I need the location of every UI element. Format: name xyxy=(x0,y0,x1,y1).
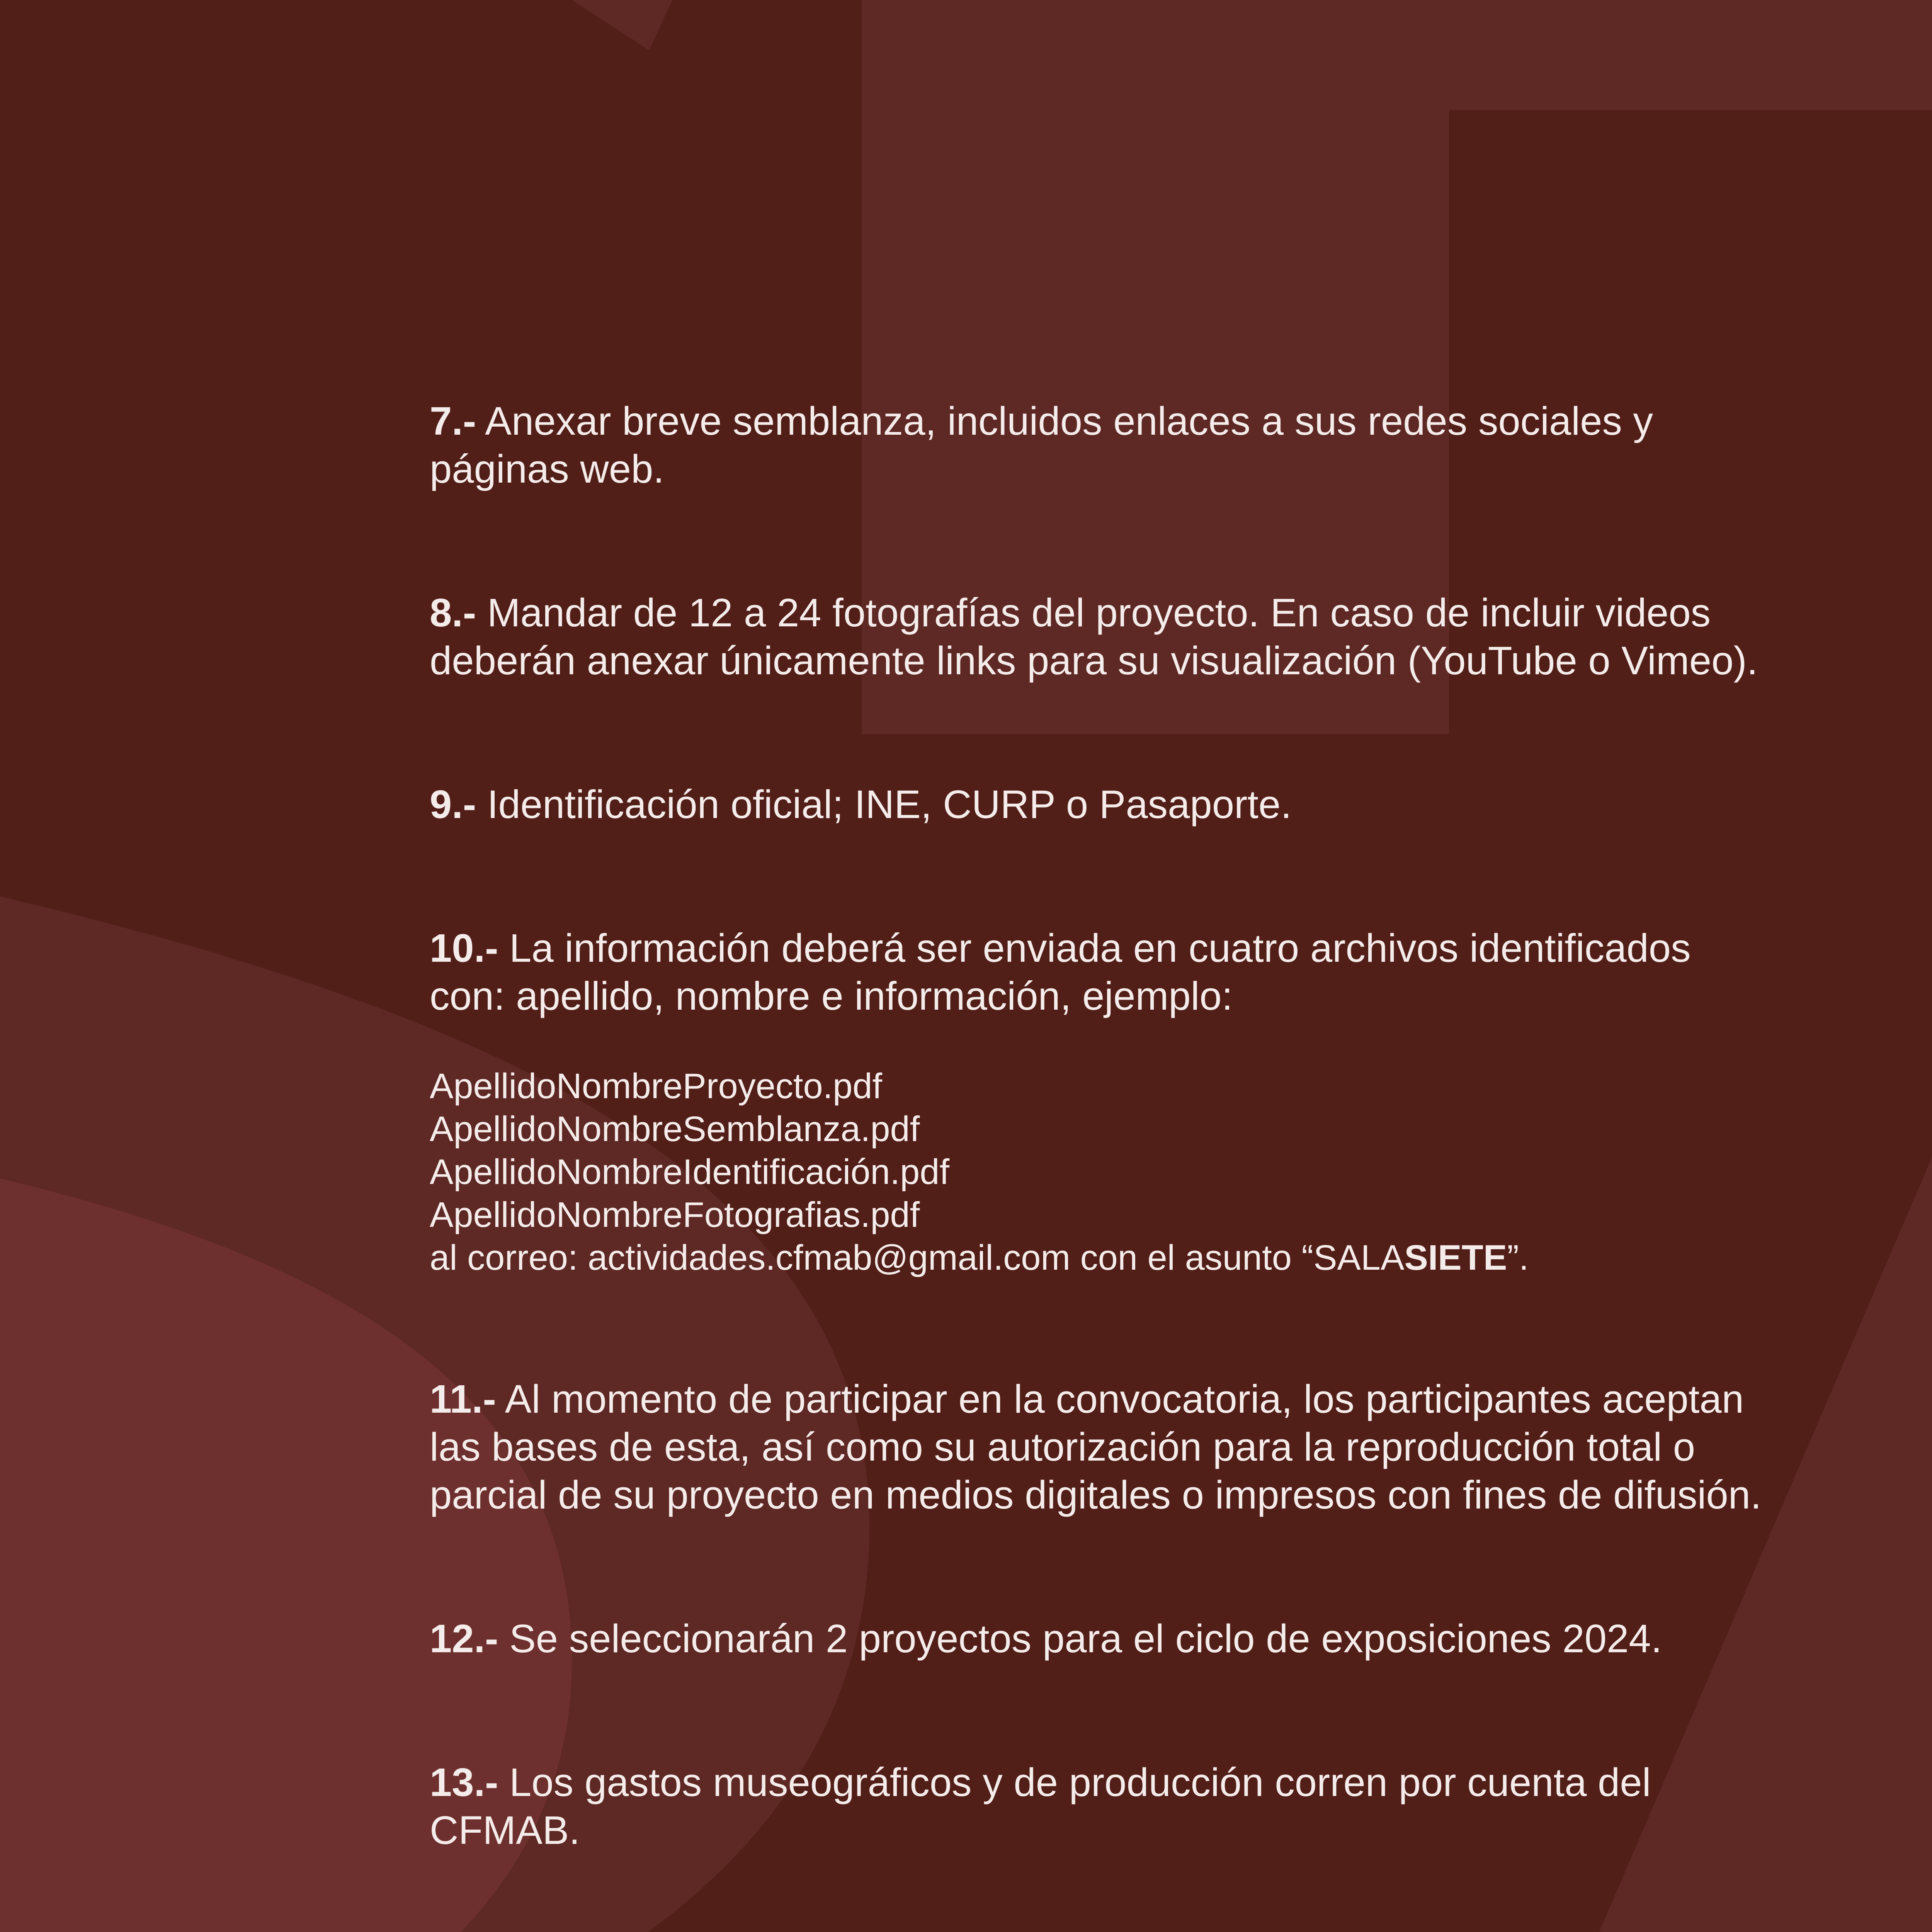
item-13-text: Los gastos museográficos y de producción corren por cuenta del CFMAB. xyxy=(430,1760,1651,1852)
email-line-end: ”. xyxy=(1507,1238,1529,1277)
email-line xyxy=(430,1236,1774,1279)
item-13 xyxy=(430,1759,1774,1854)
item-11-number: 11.- xyxy=(430,1377,496,1421)
item-8-text: Mandar de 12 a 24 fotografías del proyecto. En caso de incluir videos deberán anexar únicamente links para su visualización (YouTube o Vimeo). xyxy=(430,590,1758,683)
item-7-number: 7.- xyxy=(430,399,476,443)
item-11 xyxy=(430,1375,1774,1519)
item-9-number: 9.- xyxy=(430,782,476,827)
item-10-text: La información deberá ser enviada en cuatro archivos identificados con: apellido, nombre e información, ejemplo: xyxy=(430,926,1691,1018)
file-name-semblanza: ApellidoNombreSemblanza.pdf xyxy=(430,1109,920,1149)
item-10-number: 10.- xyxy=(430,926,498,970)
file-name-examples xyxy=(430,1065,1774,1279)
item-8-number: 8.- xyxy=(430,590,476,635)
item-12-text: Se seleccionarán 2 proyectos para el ciclo de exposiciones 2024. xyxy=(509,1616,1662,1661)
item-12-number: 12.- xyxy=(430,1616,498,1661)
background-top-notch xyxy=(572,0,672,50)
email-subject-bold: SIETE xyxy=(1404,1238,1507,1277)
item-9 xyxy=(430,781,1774,828)
item-13-number: 13.- xyxy=(430,1760,498,1804)
item-8 xyxy=(430,589,1774,685)
item-7 xyxy=(430,397,1774,493)
item-10 xyxy=(430,924,1774,1020)
file-name-proyecto: ApellidoNombreProyecto.pdf xyxy=(430,1066,883,1106)
item-12 xyxy=(430,1615,1774,1663)
email-line-text: al correo: actividades.cfmab@gmail.com con el asunto “SALA xyxy=(430,1238,1405,1277)
file-name-fotografias: ApellidoNombreFotografias.pdf xyxy=(430,1195,920,1235)
item-7-text: Anexar breve semblanza, incluidos enlaces a sus redes sociales y páginas web. xyxy=(430,399,1653,491)
document-body xyxy=(430,397,1774,1932)
item-9-text: Identificación oficial; INE, CURP o Pasaporte. xyxy=(487,782,1292,827)
item-11-text: Al momento de participar en la convocatoria, los participantes aceptan las bases de esta, así como su autorización para la reproducción total o parcial de su proyecto en medios digitales o impresos con fines de difusión. xyxy=(430,1377,1762,1517)
file-name-identificacion: ApellidoNombreIdentificación.pdf xyxy=(430,1152,950,1192)
